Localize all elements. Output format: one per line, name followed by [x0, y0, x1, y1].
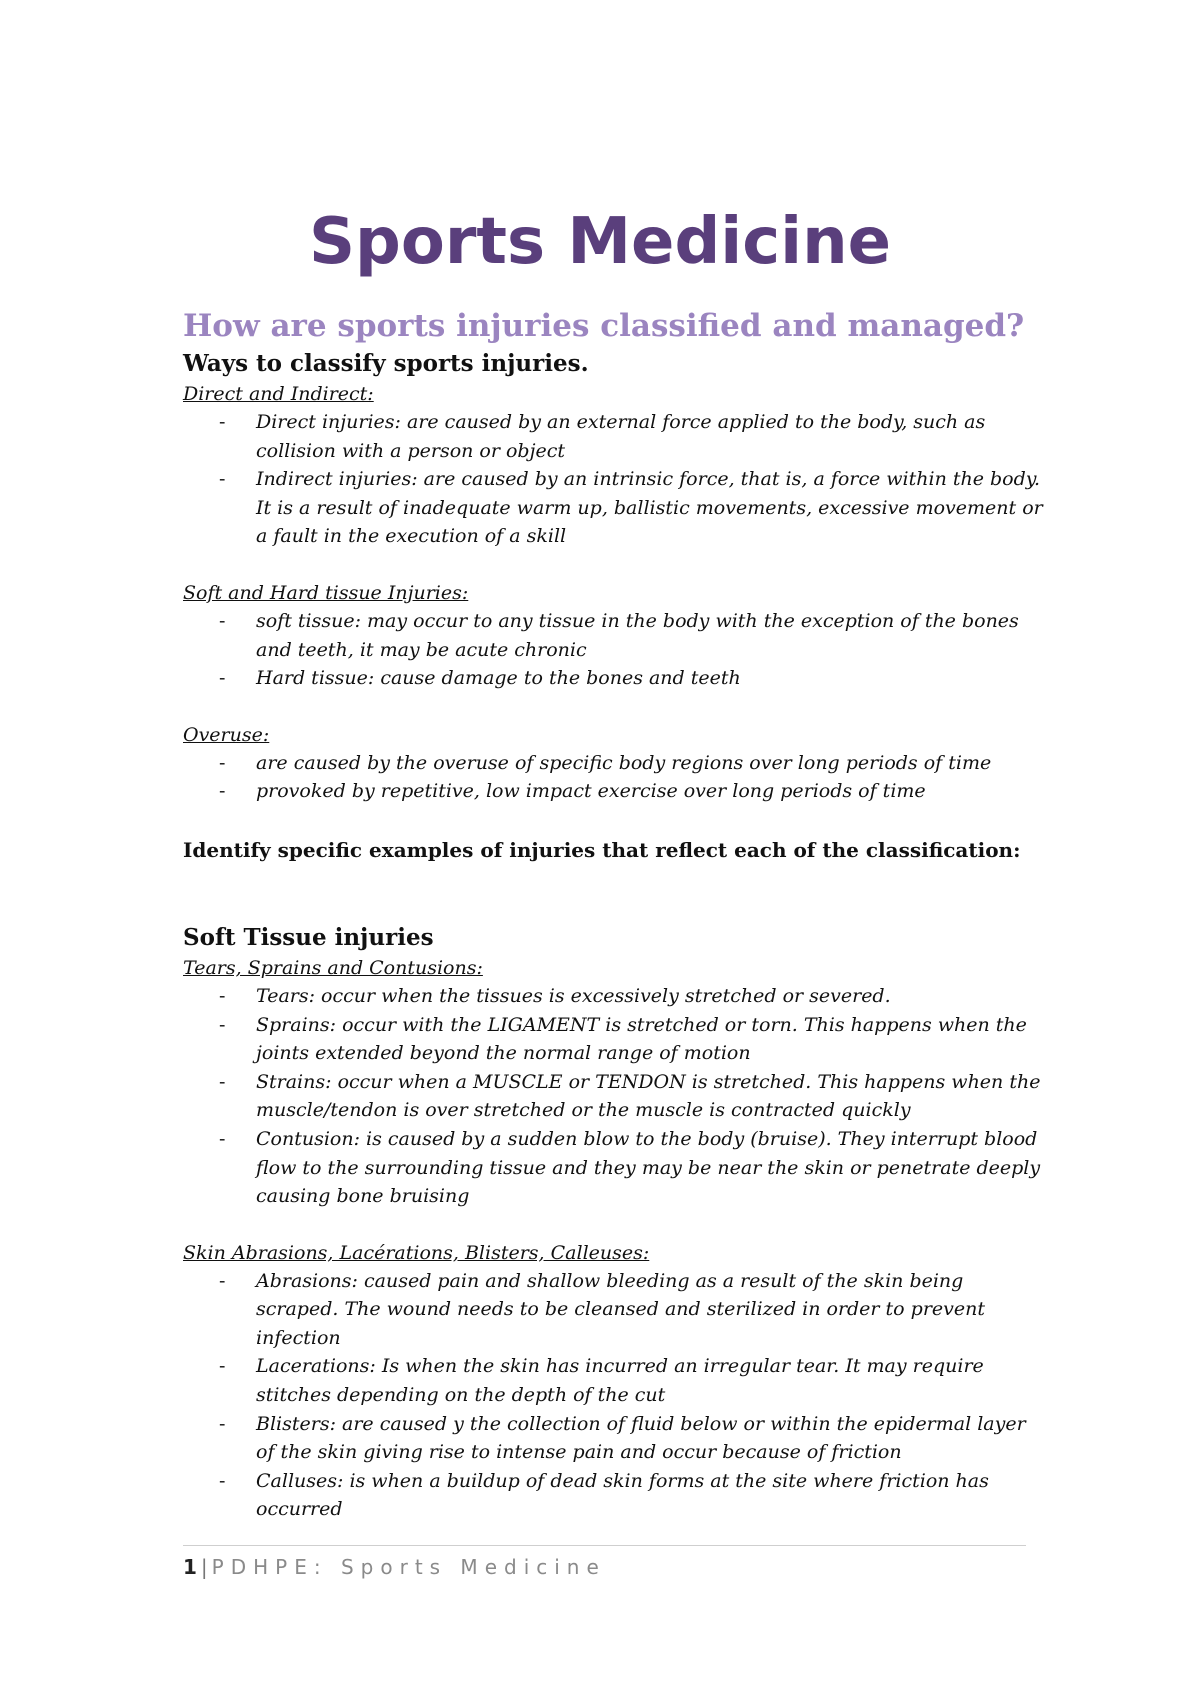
list-item-text: Indirect injuries: are caused by an intrinsic force, that is, a force within the body. It is a result of inadequate warm up, ballistic movements, excessive movement or a fault in the execution of a skill — [256, 468, 1043, 548]
classify-heading: Ways to classify sports injuries. — [183, 350, 589, 377]
list-item — [183, 408, 1043, 465]
page-number: 1 — [183, 1555, 197, 1579]
section-title: Overuse: — [183, 723, 270, 746]
bullet-dash: - — [219, 751, 226, 774]
footer-label: PDHPE: Sports Medicine — [211, 1555, 606, 1579]
list-item-text: Contusion: is caused by a sudden blow to the body (bruise). They interrupt blood flow to the surrounding tissue and they may be near the skin or penetrate deeply causing bone bruising — [256, 1127, 1041, 1208]
list-item-text: Tears: occur when the tissues is excessively stretched or severed. — [256, 984, 891, 1007]
classification-section — [183, 721, 1043, 806]
soft-tissue-section — [183, 1239, 1043, 1524]
bullet-dash: - — [219, 1070, 226, 1093]
bullet-dash: - — [219, 667, 226, 690]
bullet-dash: - — [219, 1355, 226, 1378]
section-title: Soft and Hard tissue Injuries: — [183, 581, 469, 604]
list-item — [183, 664, 1043, 693]
bullet-list — [183, 408, 1043, 551]
list-item-text: Hard tissue: cause damage to the bones and teeth — [256, 667, 741, 690]
list-item — [183, 1267, 1043, 1353]
main-question-heading: How are sports injuries classified and managed? — [183, 308, 1025, 344]
list-item-text: Sprains: occur with the LIGAMENT is stretched or torn. This happens when the joints extended beyond the normal range of motion — [256, 1013, 1027, 1065]
list-item — [183, 1011, 1043, 1068]
list-item — [183, 1467, 1043, 1524]
bullet-dash: - — [219, 1127, 226, 1150]
classification-section — [183, 380, 1043, 551]
list-item — [183, 1068, 1043, 1125]
list-item-text: are caused by the overuse of specific body regions over long periods of time — [256, 751, 992, 774]
section-title: Tears, Sprains and Contusions: — [183, 956, 483, 979]
footer-divider — [183, 1545, 1026, 1546]
list-item — [183, 749, 1043, 778]
list-item — [183, 607, 1043, 664]
bullet-dash: - — [219, 1412, 226, 1435]
bullet-dash: - — [219, 780, 226, 803]
section-title: Direct and Indirect: — [183, 383, 374, 405]
classification-section — [183, 579, 1043, 693]
list-item-text: Lacerations: Is when the skin has incurred an irregular tear. It may require stitches depending on the depth of the cut — [256, 1355, 984, 1407]
soft-tissue-heading: Soft Tissue injuries — [183, 923, 434, 951]
list-item — [183, 465, 1043, 551]
list-item-text: Blisters: are caused y the collection of fluid below or within the epidermal layer of the skin giving rise to intense pain and occur because of friction — [256, 1412, 1026, 1464]
list-item — [183, 1410, 1043, 1467]
bullet-list — [183, 1267, 1043, 1524]
page-footer — [183, 1553, 606, 1581]
bullet-dash: - — [219, 1469, 226, 1492]
bullet-list — [183, 749, 1043, 806]
list-item-text: provoked by repetitive, low impact exercise over long periods of time — [256, 780, 926, 803]
list-item-text: Direct injuries: are caused by an external force applied to the body, such as collision with a person or object — [256, 411, 986, 462]
page-title: Sports Medicine — [308, 205, 892, 279]
identify-heading: Identify specific examples of injuries that reflect each of the classification: — [183, 837, 1021, 862]
section-title: Skin Abrasions, Lacérations, Blisters, Calleuses: — [183, 1241, 650, 1264]
list-item-text: soft tissue: may occur to any tissue in the body with the exception of the bones and teeth, it may be acute chronic — [256, 609, 1019, 661]
bullet-dash: - — [219, 984, 226, 1007]
list-item — [183, 1125, 1043, 1211]
document-body — [183, 304, 1043, 1524]
bullet-dash: - — [219, 1013, 226, 1036]
list-item-text: Calluses: is when a buildup of dead skin forms at the site where friction has occurred — [256, 1469, 989, 1521]
bullet-dash: - — [219, 609, 226, 632]
list-item-text: Strains: occur when a MUSCLE or TENDON is stretched. This happens when the muscle/tendon is over stretched or the muscle is contracted quickly — [256, 1070, 1041, 1122]
list-item — [183, 982, 1043, 1011]
bullet-list — [183, 982, 1043, 1211]
soft-tissue-section — [183, 954, 1043, 1211]
list-item-text: Abrasions: caused pain and shallow bleeding as a result of the skin being scraped. The wound needs to be cleansed and sterilized in order to prevent infection — [256, 1269, 986, 1349]
bullet-dash: - — [219, 411, 226, 433]
bullet-dash: - — [219, 468, 226, 491]
list-item — [183, 777, 1043, 806]
list-item — [183, 1352, 1043, 1409]
bullet-list — [183, 607, 1043, 693]
bullet-dash: - — [219, 1269, 226, 1292]
footer-separator: | — [200, 1555, 208, 1579]
